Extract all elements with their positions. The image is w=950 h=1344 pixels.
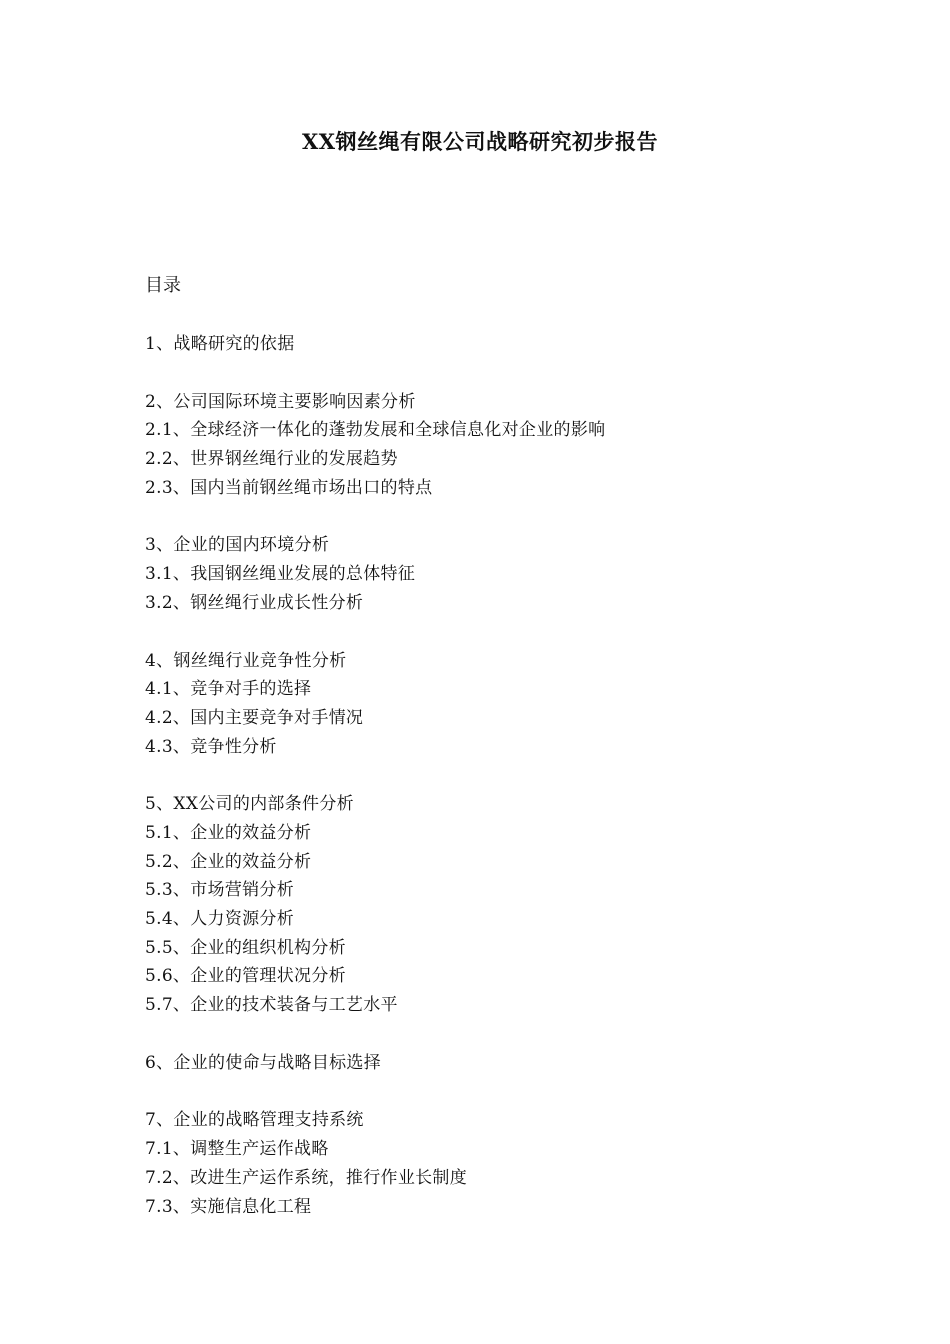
toc-subitem: 2.1、全球经济一体化的蓬勃发展和全球信息化对企业的影响 — [145, 420, 606, 441]
toc-subitem: 3.1、我国钢丝绳业发展的总体特征 — [145, 564, 416, 585]
toc-subitem: 4.3、竞争性分析 — [145, 736, 277, 757]
toc-subitem: 5.6、企业的管理状况分析 — [145, 966, 346, 987]
toc-subitem: 5.1、企业的效益分析 — [145, 822, 312, 843]
toc-section — [145, 388, 605, 503]
toc-subitem: 2.2、世界钢丝绳行业的发展趋势 — [145, 449, 398, 470]
toc-section — [145, 1106, 605, 1221]
toc-section — [145, 1049, 605, 1078]
toc-subitem: 7.2、改进生产运作系统，推行作业长制度 — [145, 1167, 468, 1188]
toc-section-heading: 6、企业的使命与战略目标选择 — [145, 1052, 382, 1073]
toc-subitem: 5.2、企业的效益分析 — [145, 851, 312, 872]
toc-subitem: 5.4、人力资源分析 — [145, 909, 295, 929]
toc-section — [145, 330, 605, 359]
toc-subitem: 4.2、国内主要竞争对手情况 — [145, 707, 364, 728]
toc-section-heading: 3、企业的国内环境分析 — [145, 535, 330, 556]
toc-subitem: 2.3、国内当前钢丝绳市场出口的特点 — [145, 477, 433, 498]
toc-section-heading: 7、企业的战略管理支持系统 — [145, 1110, 364, 1131]
toc-subitem: 7.3、实施信息化工程 — [145, 1196, 312, 1217]
toc-section-heading: 5、XX公司的内部条件分析 — [145, 794, 354, 815]
toc-subitem: 5.5、企业的组织机构分析 — [145, 937, 346, 958]
toc-subitem: 7.1、调整生产运作战略 — [145, 1139, 329, 1160]
document-title: XX钢丝绳有限公司战略研究初步报告 — [301, 129, 659, 154]
toc-subitem: 5.7、企业的技术装备与工艺水平 — [145, 995, 398, 1016]
toc-subitem: 3.2、钢丝绳行业成长性分析 — [145, 592, 364, 613]
toc-section-heading: 2、公司国际环境主要影响因素分析 — [145, 391, 416, 412]
toc-subitem: 4.1、竞争对手的选择 — [145, 679, 312, 700]
toc-heading: 目录 — [145, 275, 181, 296]
table-of-contents — [145, 330, 605, 1250]
toc-section-heading: 4、钢丝绳行业竞争性分析 — [145, 650, 347, 671]
toc-section — [145, 647, 605, 762]
toc-subitem: 5.3、市场营销分析 — [145, 880, 295, 901]
toc-section — [145, 790, 605, 1020]
toc-section — [145, 531, 605, 617]
toc-section-heading: 1、战略研究的依据 — [145, 334, 295, 354]
